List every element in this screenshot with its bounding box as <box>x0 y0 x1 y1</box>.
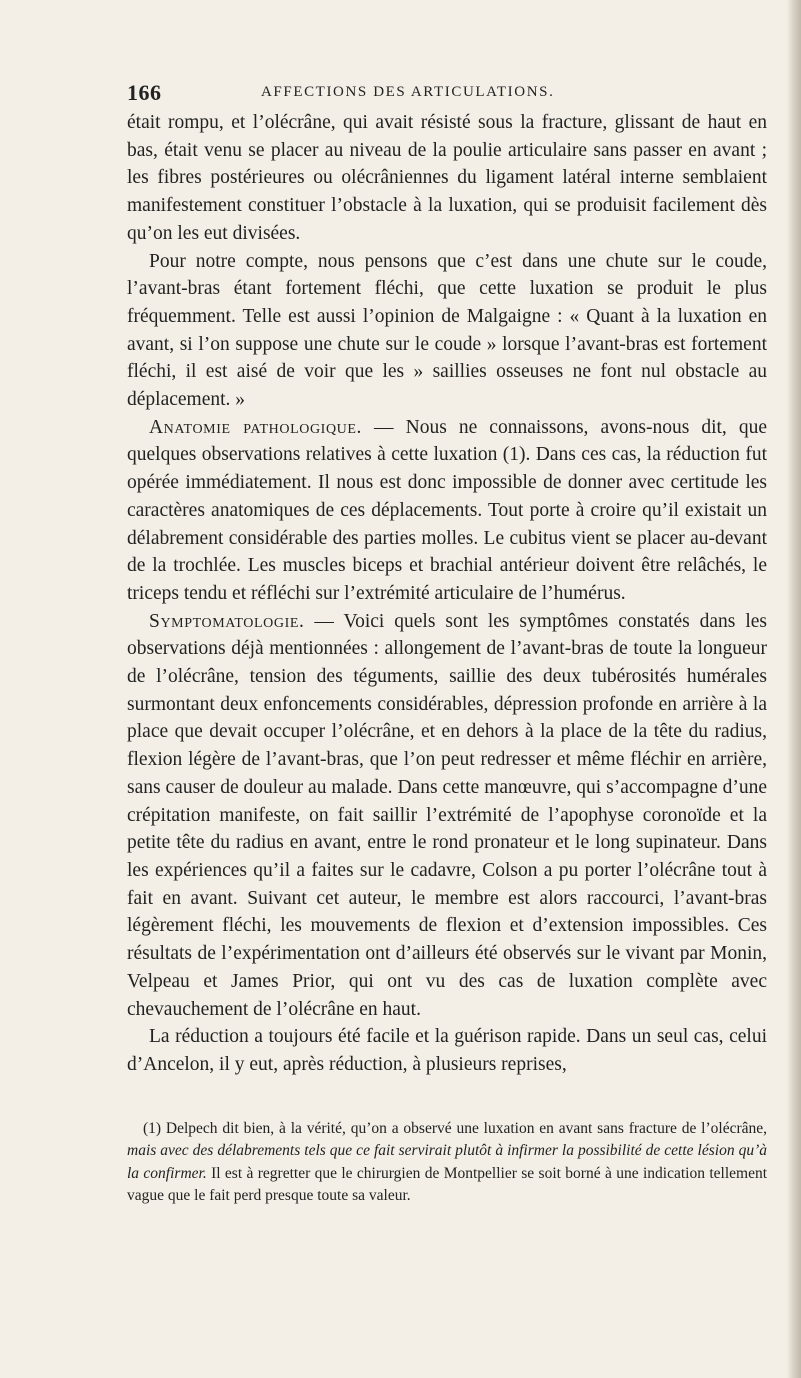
paragraph-3-text: — Nous ne connaissons, avons-nous dit, que quelques observations relatives à cette luxation (1). Dans ces cas, la réduction fut opérée immédiatement. Il nous est donc impossible de donner avec certitude les caractères anatomiques de ces déplacements. Tout porte à croire qu’il existait un délabrement considérable des parties molles. Le cubitus vient se placer au-devant de la trochlée. Les muscles biceps et brachial antérieur doivent être relâchés, le triceps tendu et réfléchi sur l’extrémité articulaire de l’humérus. <box>127 416 768 604</box>
footnotes <box>127 1118 767 1207</box>
footnote-1-text-a: (1) Delpech dit bien, à la vérité, qu’on a observé une luxation en avant sans fracture de l’olécrâne, <box>143 1120 767 1137</box>
paragraph-1: était rompu, et l’olécrâne, qui avait résisté sous la fracture, glissant de haut en bas, était venu se placer au niveau de la poulie articulaire sans passer en avant ; les fibres postérieures ou olécrâniennes du ligament latéral interne semblaient manifestement constituer l’obstacle à la luxation, qui se produisit facilement dès qu’on les eut divisées. <box>127 112 767 244</box>
footnote-1-text-b: Il est à regretter que le chirurgien de Montpellier se soit borné à une indication tellement vague que le fait perd presque toute sa valeur. <box>127 1164 767 1204</box>
section-heading-symptomatologie: Symptomatologie. <box>149 610 305 632</box>
footnote-1-italic: mais avec des délabrements tels que ce fait servirait plutôt à infirmer la possibilité de cette lésion qu’à la confirmer. <box>127 1142 767 1182</box>
paragraph-3 <box>127 414 767 608</box>
page-edge-shadow <box>787 0 801 1378</box>
main-text <box>127 109 767 1079</box>
paragraph-4-text: — Voici quels sont les symptômes constatés dans les observations déjà mentionnées : allongement de l’avant-bras de toute la longueur de l’olécrâne, tension des téguments, saillie des deux tubérosités humérales surmontant deux enfoncements considérables, dépression profonde en arrière à la place que devait occuper l’olécrâne, et en dehors à la place de la tête du radius, flexion légère de l’avant-bras, que l’on peut redresser et même fléchir en arrière, sans causer de douleur au malade. Dans cette manœuvre, qui s’accompagne d’une crépitation manifeste, on fait saillir l’extrémité de l’apophyse coronoïde et la petite tête du radius en avant, entre le rond pronateur et le long supinateur. Dans les expériences qu’il a faites sur le cadavre, Colson a pu porter l’olécrâne tout à fait en avant. Suivant cet auteur, le membre est alors raccourci, l’avant-bras légèrement fléchi, les mouvements de flexion et d’extension impossibles. Ces résultats de l’expérimentation ont d’ailleurs été observés sur le vivant par Monin, Velpeau et James Prior, qui ont vu des cas de luxation complète avec chevauchement de l’olécrâne en haut. <box>127 610 767 1020</box>
page-header <box>127 80 767 110</box>
section-heading-anatomie: Anatomie pathologique. <box>149 416 362 438</box>
footnote-1 <box>127 1118 767 1207</box>
page-number: 166 <box>127 80 162 105</box>
paragraph-4 <box>127 608 767 1024</box>
paragraph-5: La réduction a toujours été facile et la guérison rapide. Dans un seul cas, celui d’Ancelon, il y eut, après réduction, à plusieurs reprises, <box>127 1026 767 1075</box>
paragraph-2: Pour notre compte, nous pensons que c’est dans une chute sur le coude, l’avant-bras étant fortement fléchi, que cette luxation se produit le plus fréquemment. Telle est aussi l’opinion de Malgaigne : « Quant à la luxation en avant, si l’on suppose une chute sur le coude » lorsque l’avant-bras est fortement fléchi, il est aisé de voir que les » saillies osseuses ne font nul obstacle au déplacement. » <box>127 250 767 411</box>
running-title: AFFECTIONS DES ARTICULATIONS. <box>261 84 555 100</box>
